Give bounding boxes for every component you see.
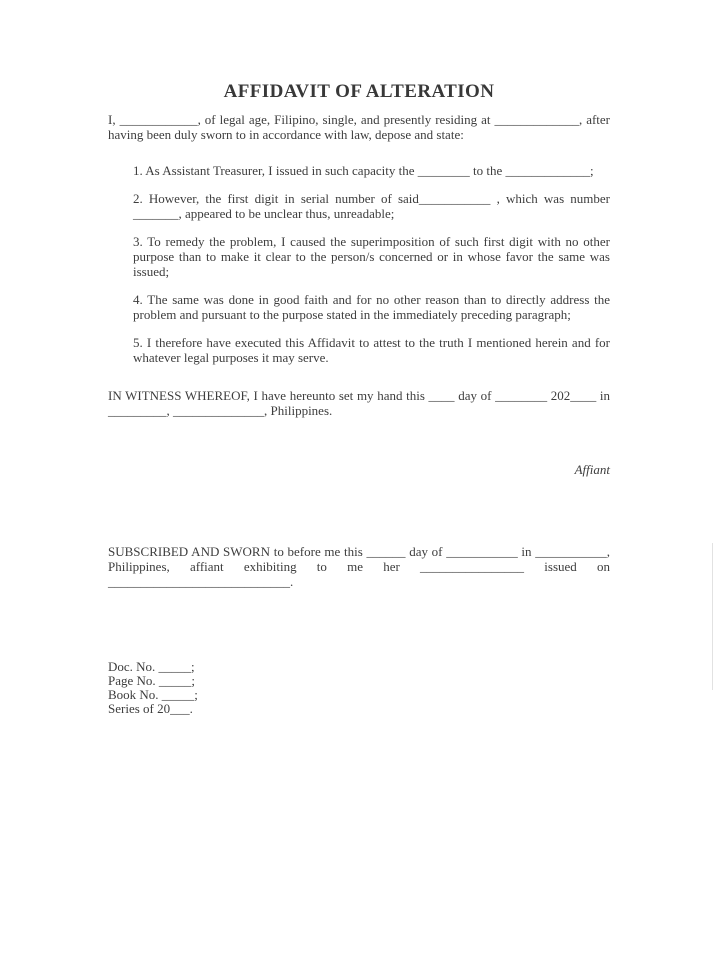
affiant-signature-label: Affiant xyxy=(574,462,610,477)
opening-paragraph: I, ____________, of legal age, Filipino, single, and presently residing at _____________, after having been duly sworn to in accordance with law, depose and state: xyxy=(108,112,610,142)
document-title: AFFIDAVIT OF ALTERATION xyxy=(223,81,495,102)
notary-series-line: Series of 20___. xyxy=(108,701,193,716)
numbered-paragraph-4: 4. The same was done in good faith and for no other reason than to directly address the problem and pursuant to the purpose stated in the immediately preceding paragraph; xyxy=(133,292,610,322)
witness-clause: IN WITNESS WHEREOF, I have hereunto set my hand this ____ day of ________ 202____ in _________, ______________, Philippines. xyxy=(108,388,610,418)
affidavit-document xyxy=(108,82,610,716)
jurat-paragraph: SUBSCRIBED AND SWORN to before me this ______ day of ___________ in ___________, Philippines, affiant exhibiting to me her ________________ issued on ____________________________. xyxy=(108,544,610,589)
notary-details-block xyxy=(108,660,610,716)
numbered-paragraph-1: 1. As Assistant Treasurer, I issued in such capacity the ________ to the _____________; xyxy=(133,163,594,178)
page-edge-line xyxy=(712,543,713,690)
notary-doc-no-line: Doc. No. _____; xyxy=(108,659,195,674)
numbered-paragraph-2: 2. However, the first digit in serial number of said___________ , which was number _______, appeared to be unclear thus, unreadable; xyxy=(133,191,610,221)
numbered-paragraph-5: 5. I therefore have executed this Affidavit to attest to the truth I mentioned herein and for whatever legal purposes it may serve. xyxy=(133,335,610,365)
notary-book-no-line: Book No. _____; xyxy=(108,687,198,702)
notary-page-no-line: Page No. _____; xyxy=(108,673,196,688)
numbered-paragraph-3: 3. To remedy the problem, I caused the superimposition of such first digit with no other purpose than to make it clear to the person/s concerned or in whose favor the same was issued; xyxy=(133,234,610,279)
